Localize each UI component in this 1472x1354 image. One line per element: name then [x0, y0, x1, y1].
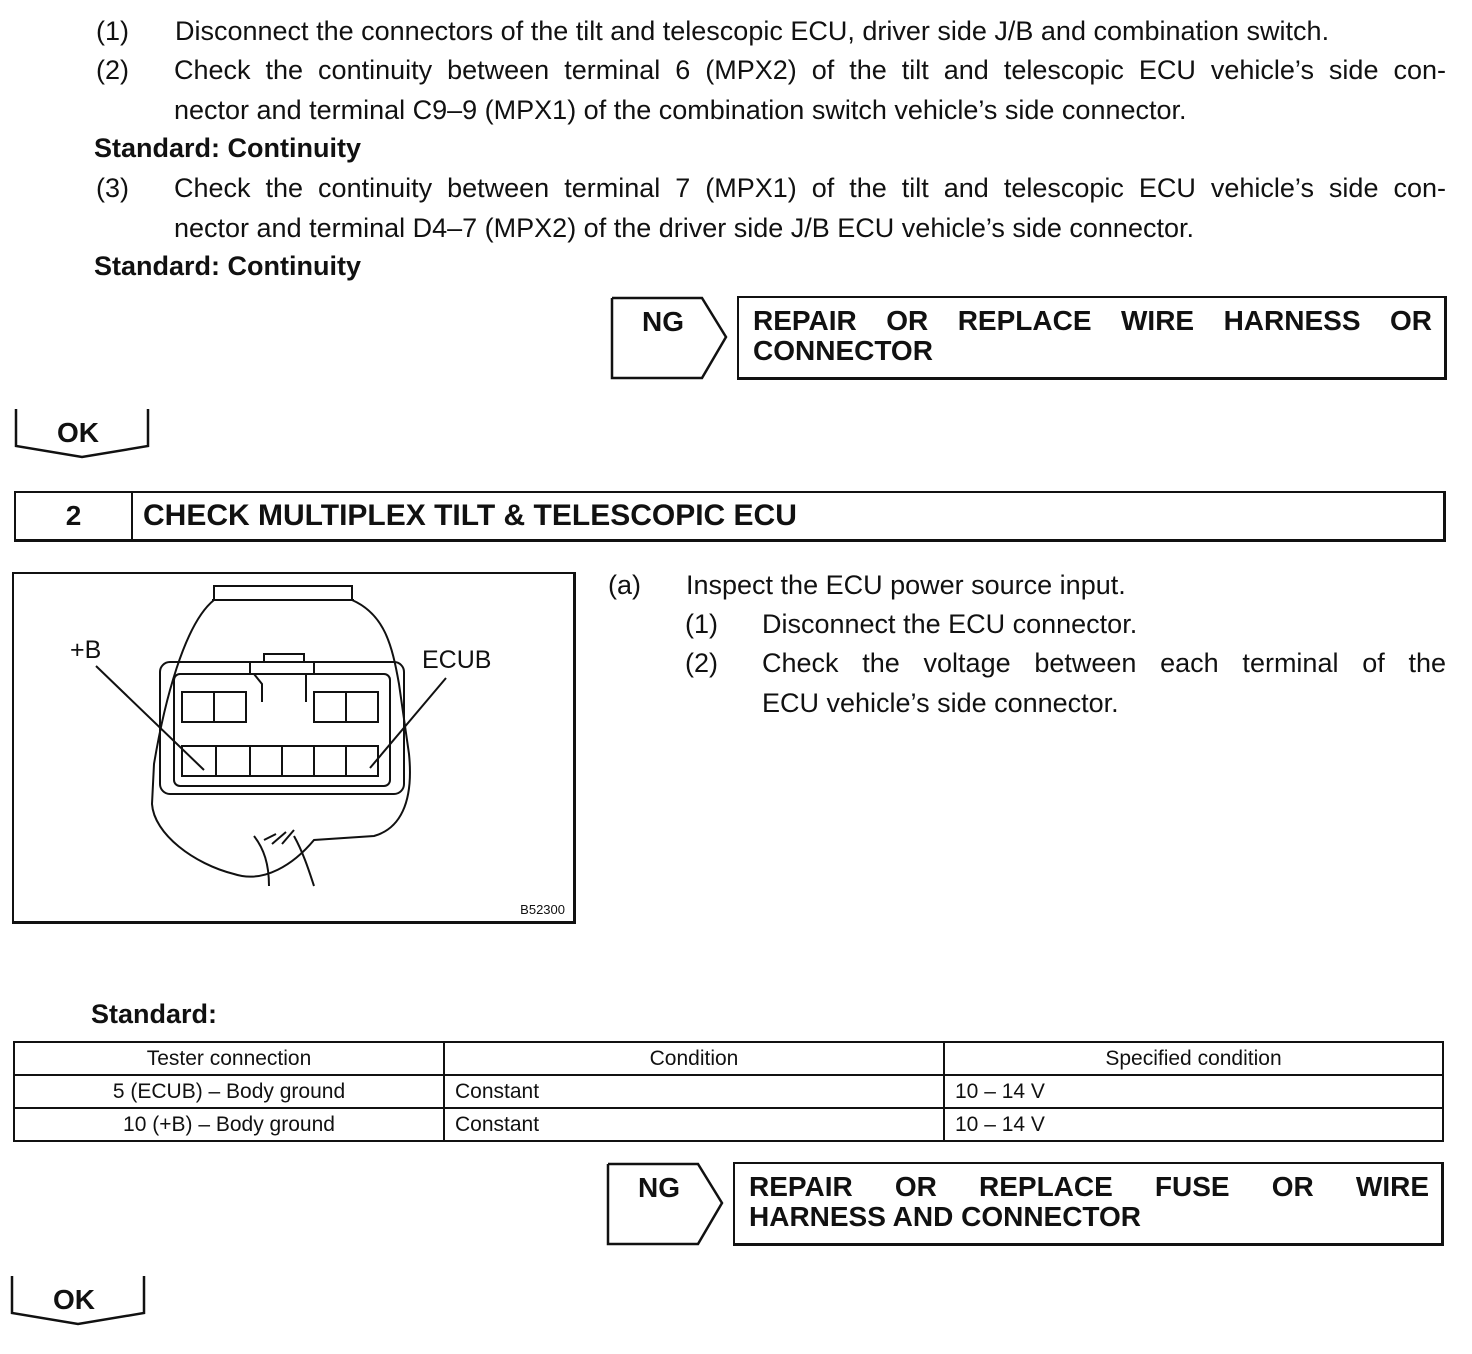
terminal-label-ecub: ECUB: [422, 646, 492, 674]
ng-action-box: [737, 296, 1447, 380]
connector-diagram: [14, 574, 574, 922]
step-number: (2): [96, 55, 129, 85]
substep-text-continued: ECU vehicle’s side connector.: [762, 688, 1119, 718]
table-header: Condition: [444, 1042, 944, 1075]
step-number: (3): [96, 173, 129, 203]
ok-branch: [14, 407, 152, 464]
terminal-label-b: +B: [70, 636, 102, 664]
step-header-number: 2: [16, 493, 133, 539]
step-number: (1): [96, 16, 129, 46]
table-header-row: [14, 1042, 1443, 1075]
table-row: [14, 1075, 1443, 1108]
table-header: Tester connection: [14, 1042, 444, 1075]
step-text-continued: nector and terminal C9–9 (MPX1) of the combination switch vehicle’s side connector.: [174, 95, 1187, 125]
ok-label: OK: [57, 417, 99, 448]
substep-text: Check the voltage between each terminal of the: [762, 648, 1446, 678]
item-letter: (a): [608, 570, 641, 600]
table-cell: 10 – 14 V: [944, 1075, 1443, 1108]
connector-illustration: [12, 572, 576, 924]
table-cell: 10 – 14 V: [944, 1108, 1443, 1141]
ng-action-line: CONNECTOR: [753, 335, 933, 366]
step-text-continued: nector and terminal D4–7 (MPX2) of the driver side J/B ECU vehicle’s side connector.: [174, 213, 1194, 243]
table-cell: Constant: [444, 1108, 944, 1141]
step-text: Check the continuity between terminal 6 (MPX2) of the tilt and telescopic ECU vehicle’s side con-: [174, 55, 1446, 85]
ng-label: NG: [638, 1172, 680, 1203]
ng-action-line: REPAIR OR REPLACE FUSE OR WIRE: [749, 1171, 1429, 1202]
inspect-text: Inspect the ECU power source input.: [686, 570, 1126, 600]
ng-action-box: [733, 1162, 1444, 1246]
table-cell: Constant: [444, 1075, 944, 1108]
spec-table: [13, 1041, 1444, 1142]
table-row: [14, 1108, 1443, 1141]
ok-branch: [10, 1274, 148, 1331]
step-header: [14, 491, 1446, 542]
ok-label: OK: [53, 1284, 95, 1315]
table-header: Specified condition: [944, 1042, 1443, 1075]
ng-action-line: HARNESS AND CONNECTOR: [749, 1201, 1142, 1232]
table-cell: 10 (+B) – Body ground: [14, 1108, 444, 1141]
ng-action-line: REPAIR OR REPLACE WIRE HARNESS OR: [753, 305, 1432, 336]
step-text: Check the continuity between terminal 7 (MPX1) of the tilt and telescopic ECU vehicle’s side con-: [174, 173, 1446, 203]
standard-continuity: Standard: Continuity: [94, 251, 361, 281]
substep-text: Disconnect the ECU connector.: [762, 609, 1138, 639]
step-header-title: CHECK MULTIPLEX TILT & TELESCOPIC ECU: [143, 499, 797, 532]
standard-continuity: Standard: Continuity: [94, 133, 361, 163]
step-text: Disconnect the connectors of the tilt and telescopic ECU, driver side J/B and combination switch.: [175, 16, 1330, 46]
standard-label: Standard:: [91, 999, 218, 1029]
figure-code: B52300: [520, 902, 565, 917]
ng-label: NG: [642, 306, 684, 337]
substep-number: (1): [685, 609, 718, 639]
table-cell: 5 (ECUB) – Body ground: [14, 1075, 444, 1108]
substep-number: (2): [685, 648, 718, 678]
